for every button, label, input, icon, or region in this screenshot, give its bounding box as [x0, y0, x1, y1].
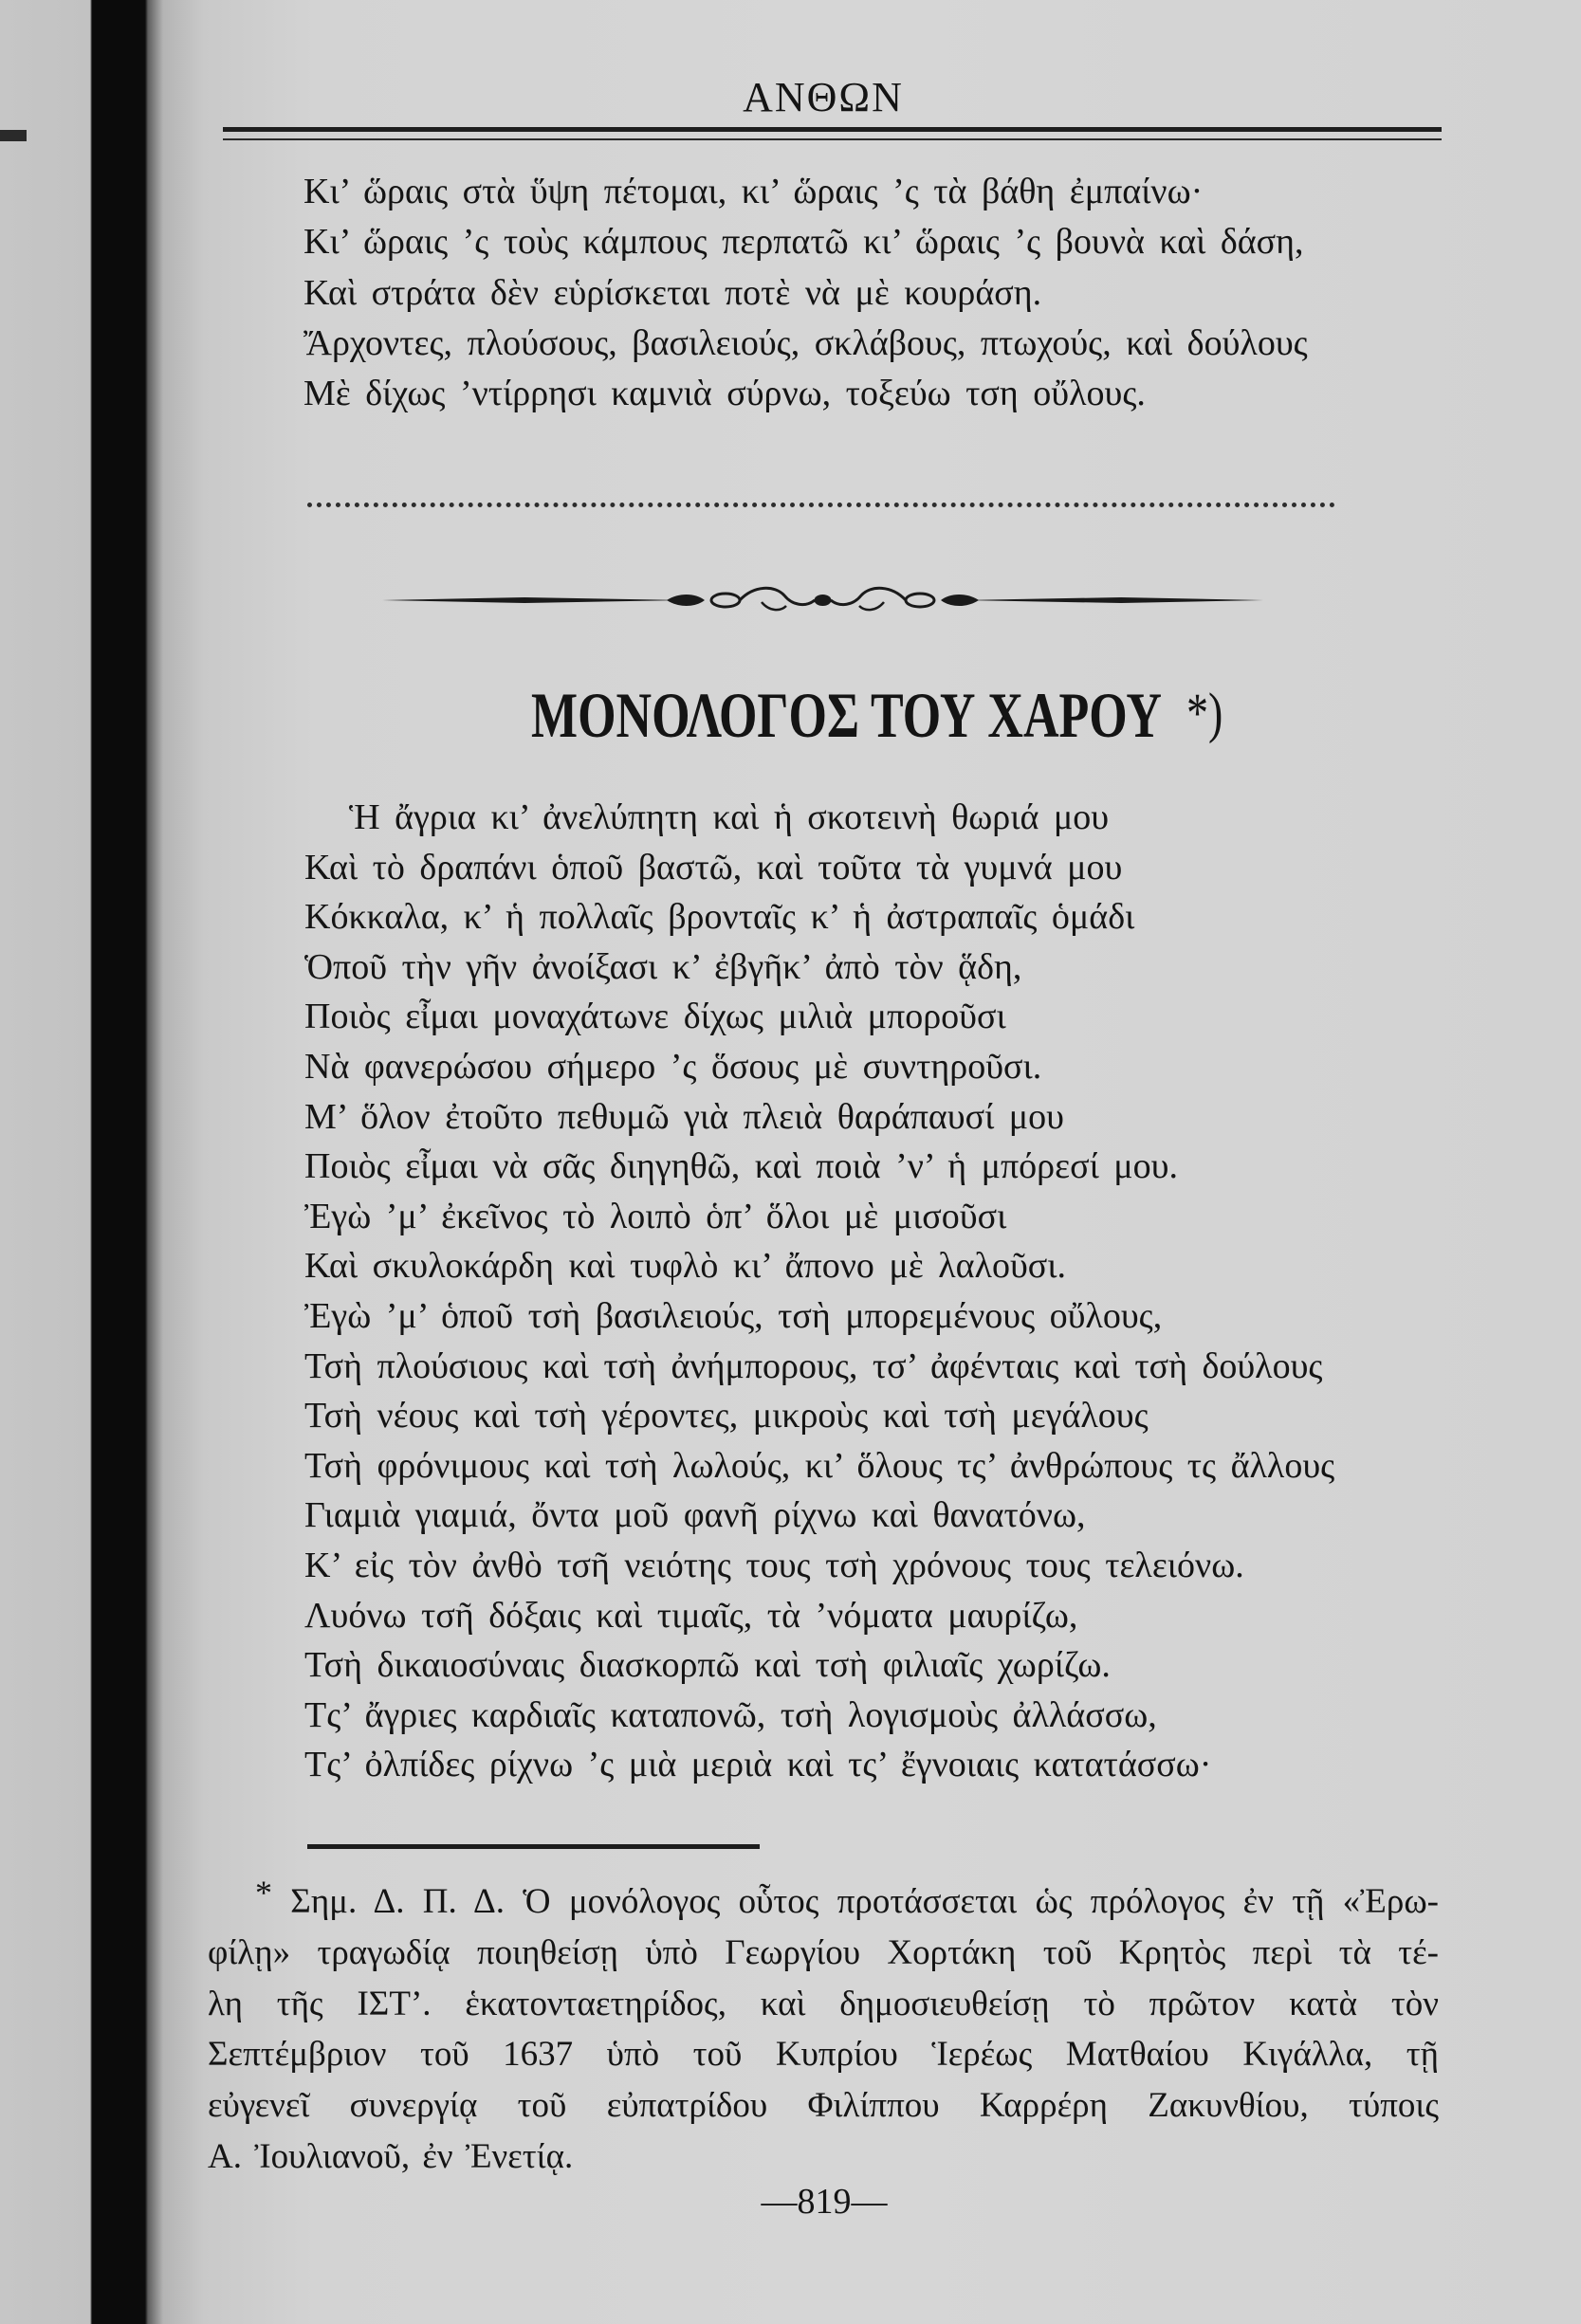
page-number: —819— — [761, 2182, 888, 2222]
monologue-poem — [304, 793, 1334, 1790]
footnote-line: Σεπτέμβριον τοῦ 1637 ὑπὸ τοῦ Κυπρίου Ἱερέως Ματθαίου Κιγάλλα, τῇ — [208, 2035, 1439, 2075]
footnote-line: λη τῆς ΙΣΤ’. ἑκατονταετηρίδος, καὶ δημοσιευθείσῃ τὸ πρῶτον κατὰ τὸν — [208, 1984, 1439, 2023]
footnote-line: φίλῃ» τραγωδίᾳ ποιηθείσῃ ὑπὸ Γεωργίου Χορτάκη τοῦ Κρητὸς περὶ τὰ τέ- — [208, 1932, 1439, 1972]
verse-line: Μὲ δίχως ’ντίρρησι καμνιὰ σύρνω, τοξεύω τση οὔλους. — [303, 374, 1146, 414]
verse-line: Ἄρχοντες, πλούσους, βασιλειούς, σκλάβους, πτωχούς, καὶ δούλους — [303, 322, 1308, 363]
footnote-line: εὐγενεῖ συνεργίᾳ τοῦ εὐπατρίδου Φιλίππου Καρρέρη Ζακυνθίου, τύποις — [208, 2086, 1439, 2126]
footnote-line: Α. Ἰουλιανοῦ, ἐν Ἐνετίᾳ. — [208, 2136, 574, 2176]
verse-line: Τσὴ φρόνιμους καὶ τσὴ λωλούς, κι’ ὅλους τς’ ἀνθρώπους τς ἄλλους — [304, 1445, 1335, 1486]
verse-line: Ἡ ἄγρια κι’ ἀνελύπητη καὶ ἡ σκοτεινὴ θωριά μου — [349, 797, 1110, 837]
running-head: ΑΝΘΩΝ — [743, 74, 904, 120]
footnote-marker: * — [255, 1874, 272, 1912]
verse-line: Ποιὸς εἶμαι μοναχάτωνε δίχως μιλιὰ μποροῦσι — [304, 997, 1006, 1037]
preceding-poem — [303, 167, 1308, 419]
verse-line: Τς’ ἄγριες καρδιαῖς καταπονῶ, τσὴ λογισμοὺς ἀλλάσσω, — [304, 1694, 1157, 1735]
verse-line: Τσὴ νέους καὶ τσὴ γέροντες, μικροὺς καὶ τσὴ μεγάλους — [304, 1396, 1149, 1436]
title-note-marker: *) — [1186, 681, 1223, 744]
ornament-divider-icon — [382, 581, 1263, 619]
header-rule-thin — [223, 138, 1442, 140]
footnote-line — [208, 1876, 1439, 1928]
footnote — [208, 1876, 1439, 2183]
omission-dotted-line — [307, 503, 1335, 507]
verse-line: Καὶ σκυλοκάρδη καὶ τυφλὸ κι’ ἄπονο μὲ λαλοῦσι. — [304, 1246, 1066, 1287]
verse-line: Καὶ στράτα δὲν εὑρίσκεται ποτὲ νὰ μὲ κουράση. — [303, 272, 1042, 313]
verse-line: Νὰ φανερώσου σήμερο ’ς ὅσους μὲ συντηροῦσι. — [304, 1046, 1042, 1087]
verse-line: Τσὴ πλούσιους καὶ τσὴ ἀνήμπορους, τσ’ ἀφένταις καὶ τσὴ δούλους — [304, 1345, 1323, 1386]
verse-line: Γιαμιὰ γιαμιά, ὄντα μοῦ φανῆ ρίχνω καὶ θανατόνω, — [304, 1495, 1086, 1536]
verse-line: Κ’ εἰς τὸν ἀνθὸ τσῆ νειότης τους τσὴ χρόνους τους τελειόνω. — [304, 1545, 1244, 1585]
header-rule-thick — [223, 127, 1442, 132]
verse-line: Ποιὸς εἶμαι νὰ σᾶς διηγηθῶ, καὶ ποιὰ ’ν’ ἡ μπόρεσί μου. — [304, 1146, 1178, 1187]
verse-line: Κι’ ὥραις στὰ ὕψη πέτομαι, κι’ ὥραις ’ς τὰ βάθη ἐμπαίνω· — [303, 172, 1204, 211]
verse-line: Ὁποῦ τὴν γῆν ἀνοίξασι κ’ ἐβγῆκ’ ἀπὸ τὸν ᾅδη, — [304, 946, 1022, 987]
verse-line: Κόκκαλα, κ’ ἡ πολλαῖς βρονταῖς κ’ ἡ ἀστραπαῖς ὁμάδι — [304, 897, 1135, 938]
verse-line: Κι’ ὥραις ’ς τοὺς κάμπους περπατῶ κι’ ὥραις ’ς βουνὰ καὶ δάση, — [303, 222, 1304, 263]
verse-line: Καὶ τὸ δραπάνι ὁποῦ βαστῶ, καὶ τοῦτα τὰ γυμνά μου — [304, 847, 1123, 888]
verse-line: Ἐγὼ ’μ’ ὁποῦ τσὴ βασιλειούς, τσὴ μπορεμένους οὔλους, — [304, 1295, 1163, 1336]
verse-line: Μ’ ὅλον ἐτοῦτο πεθυμῶ γιὰ πλειὰ θαράπαυσί μου — [304, 1096, 1064, 1137]
footnote-rule — [307, 1844, 760, 1849]
footnote-line-text: Σημ. Δ. Π. Δ. Ὁ μονόλογος οὗτος προτάσσεται ὡς πρόλογος ἐν τῇ «Ἐρω- — [290, 1882, 1440, 1921]
poem-title-text: ΜΟΝΟΛΟΓΟΣ ΤΟΥ ΧΑΡΟΥ — [531, 681, 1162, 752]
poem-title — [531, 681, 1223, 752]
scan-artifact-mark — [0, 130, 27, 141]
verse-line: Τσὴ δικαιοσύναις διασκορπῶ καὶ τσὴ φιλιαῖς χωρίζω. — [304, 1645, 1111, 1686]
verse-line: Λυόνω τσῆ δόξαις καὶ τιμαῖς, τὰ ’νόματα μαυρίζω, — [304, 1595, 1078, 1636]
verse-line: Ἐγὼ ’μ’ ἐκεῖνος τὸ λοιπὸ ὁπ’ ὅλοι μὲ μισοῦσι — [304, 1196, 1007, 1236]
verse-line: Τς’ ὀλπίδες ρίχνω ’ς μιὰ μεριὰ καὶ τς’ ἔγνοιαις κατατάσσω· — [304, 1745, 1212, 1785]
